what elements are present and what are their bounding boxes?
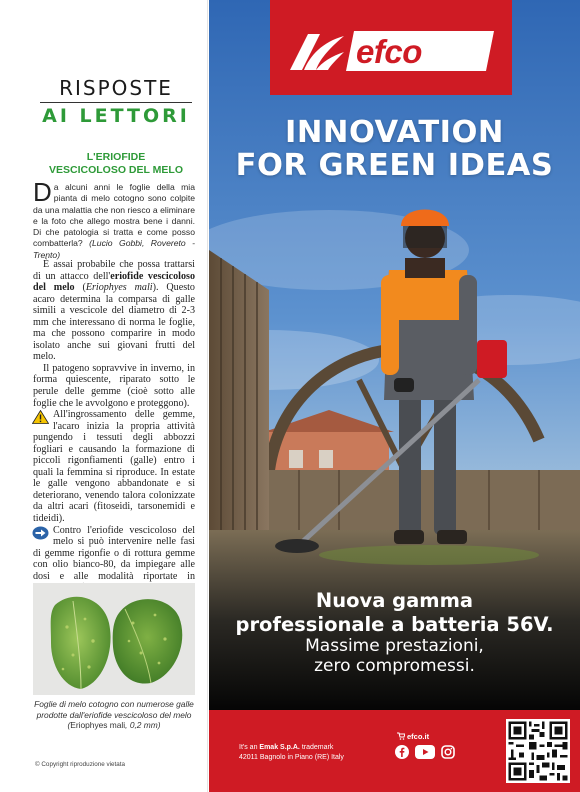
facebook-icon[interactable] [395,745,409,764]
section-header [36,76,196,127]
answer-paragraph-4: Contro l'eriofide vescicoloso del melo si può intervenire nelle fasi di gemme rigonfie o di rottura gemme con olio bianco-80, da impiegare alle dosi e alle modalità riportate in [33,525,195,606]
reader-question [33,177,195,261]
instagram-icon[interactable] [441,745,455,764]
efco-wordmark: efco [356,33,422,70]
question-text: a alcuni anni le foglie della mia pianta di melo cotogno sono colpite da una malattia che non riesco a eliminare e la foto che allego mostra bene i danni. Di che patologia si tratta e come posso combatterla? [33,182,195,249]
photo-caption: Foglie di melo cotogno con numerose galle prodotte dall'eriofide vescicoloso del melo (Eriophyes mali, 0,2 mm) [34,699,194,730]
qr-code[interactable] [506,719,570,783]
article-title-line1: L'ERIOFIDE [86,151,146,163]
trademark-text: It's an Emak S.p.A. trademark 42011 Bagnolo in Piano (RE) Italy [239,744,344,761]
youtube-icon[interactable] [415,745,435,764]
answer-paragraph-2: Il patogeno sopravvive in inverno, in forma quiescente, riparato sotto le perule delle gemme (cioè sotto alle foglie che le avvolgono e proteggono). [33,362,195,409]
article-column [0,0,208,792]
efco-advertisement [209,0,580,792]
question-signature: (Lucio Gobbi, Rovereto - Trento) [33,238,195,260]
social-links [395,745,455,764]
arrow-right-icon [32,526,49,540]
copyright-note: © Copyright riproduzione vietata [35,761,126,768]
answer-paragraph-3: All'ingrossamento delle gemme, l'acaro inizia la propria attività pungendo i tessuti degli abbozzi fogliari e causando la formazione di piccoli rigonfiamenti (galle) entro i quali la femmina si riproduce. In estate le galle vengono abbandonate e si deteriorano, venendo talora colonizzate da altri acari (fitoseidi, tarsonemidi e tideidi). [33,409,195,525]
article-title-line2: VESCICOLOSO DEL MELO [49,163,183,176]
drop-cap: D [33,177,52,207]
ad-headline-line2: FOR GREEN IDEAS [235,148,554,183]
ad-headline-line1: INNOVATION [285,115,504,150]
ad-tagline: Massime prestazioni, zero compromessi. [305,636,484,676]
cart-icon [397,732,405,740]
section-header-line1: RISPOSTE [59,76,173,100]
leaf-photo [33,583,195,695]
efco-logo [270,0,512,95]
article-title [36,151,196,176]
ad-subheadline: Nuova gamma professionale a batteria 56V. [235,589,554,636]
efco-leaf-icon [286,30,346,72]
answer-paragraph-1: È assai probabile che possa trattarsi di un attacco dell'eriofide vescicoloso del melo (Eriophyes mali). Questo acaro determina la comparsa di galle simili a vescicole del diametro di 2-3 mm che interessano di norma le foglie, ma che possono comparire in modo isolato anche sui giovani frutti del melo. [33,259,196,363]
expert-answer [33,259,195,605]
ad-footer [209,710,580,792]
section-header-rule [40,102,192,103]
section-header-line2: AI LETTORI [42,105,190,127]
website-link[interactable]: efco.it [397,732,429,741]
warning-icon [32,410,49,424]
